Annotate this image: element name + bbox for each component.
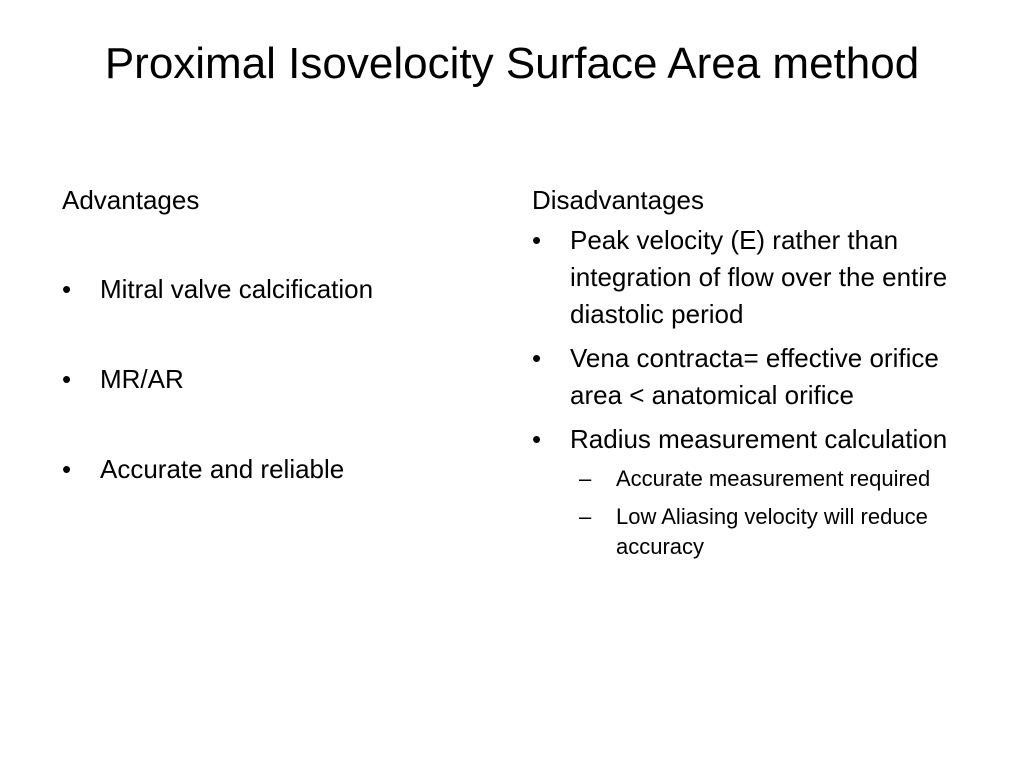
advantages-column [62,182,492,488]
bullet-icon: • [62,274,72,304]
list-item [62,451,492,488]
bullet-icon: • [62,454,72,484]
bullet-icon: • [532,343,542,373]
sub-list [570,464,972,562]
list-item-text: Mitral valve calcification [100,274,374,304]
list-item [62,361,492,398]
bullet-icon: • [532,424,542,454]
list-item [532,421,972,562]
bullet-icon: • [62,364,72,394]
sub-list-item [570,502,972,562]
sub-list-item-text: Low Aliasing velocity will reduce accuracy [616,504,928,559]
list-item [62,271,492,308]
slide-title: Proximal Isovelocity Surface Area method [104,39,920,88]
list-item-text: Peak velocity (E) rather than integration of flow over the entire diastolic period [570,225,948,329]
sub-list-item-text: Accurate measurement required [616,466,931,491]
list-item-text: Accurate and reliable [100,454,345,484]
disadvantages-column [532,182,972,562]
dash-bullet-icon: – [579,466,592,491]
list-item-text: MR/AR [100,364,184,394]
bullet-icon: • [532,225,542,255]
advantages-heading: Advantages [62,185,200,215]
list-item [532,222,972,333]
disadvantages-heading: Disadvantages [532,185,704,215]
advantages-list [62,271,492,488]
dash-bullet-icon: – [579,504,592,529]
sub-list-item [570,464,972,494]
list-item [532,340,972,414]
list-item-text: Radius measurement calculation [570,424,948,454]
list-item-text: Vena contracta= effective orifice area < anatomical orifice [570,343,939,410]
disadvantages-list [532,222,972,562]
